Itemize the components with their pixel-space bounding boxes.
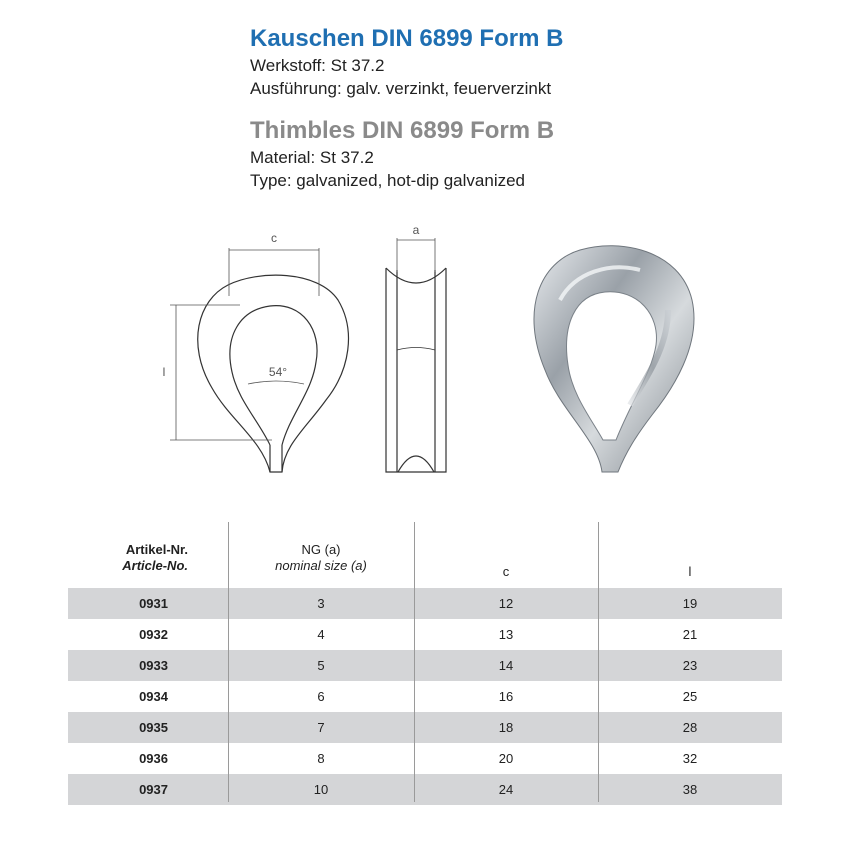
table-row — [68, 712, 782, 743]
c-cell: 20 — [498, 751, 514, 766]
ng-cell: 5 — [317, 658, 325, 673]
article-cell: 0934 — [139, 689, 168, 704]
ng-cell: 7 — [317, 720, 325, 735]
dim-c-label: c — [271, 231, 277, 245]
table-row — [68, 681, 782, 712]
thimble-side-view — [386, 268, 446, 472]
dimension-l — [170, 305, 272, 440]
dimension-a — [397, 238, 435, 272]
table-body — [68, 588, 782, 805]
c-cell: 18 — [498, 720, 514, 735]
type-german: Ausführung: galv. verzinkt, feuerverzinkt — [250, 79, 552, 98]
ng-cell: 8 — [317, 751, 325, 766]
material-german: Werkstoff: St 37.2 — [250, 56, 385, 75]
article-cell: 0937 — [139, 782, 168, 797]
title-english: Thimbles DIN 6899 Form B — [250, 117, 555, 144]
ng-cell: 4 — [317, 627, 325, 642]
header-ng-de: NG (a) — [301, 542, 341, 557]
l-cell: 23 — [682, 658, 698, 673]
dimension-c — [229, 248, 319, 296]
c-cell: 14 — [498, 658, 514, 673]
column-divider — [598, 522, 599, 802]
title-german: Kauschen DIN 6899 Form B — [250, 25, 564, 52]
type-english: Type: galvanized, hot-dip galvanized — [250, 171, 526, 190]
l-cell: 38 — [682, 782, 698, 797]
article-cell: 0933 — [139, 658, 168, 673]
header-article-de: Artikel-Nr. — [125, 542, 188, 557]
column-divider — [228, 522, 229, 802]
dim-a-label: a — [412, 223, 420, 237]
l-cell: 25 — [682, 689, 698, 704]
l-cell: 32 — [682, 751, 698, 766]
l-cell: 28 — [682, 720, 698, 735]
ng-cell: 10 — [313, 782, 329, 797]
table-row — [68, 743, 782, 774]
c-cell: 24 — [498, 782, 514, 797]
l-cell: 21 — [682, 627, 698, 642]
article-cell: 0936 — [139, 751, 168, 766]
header-l: l — [688, 564, 692, 579]
c-cell: 13 — [498, 627, 514, 642]
c-cell: 12 — [498, 596, 514, 611]
l-cell: 19 — [682, 596, 698, 611]
article-cell: 0931 — [139, 596, 168, 611]
thimble-photo — [534, 246, 694, 472]
specification-table — [68, 522, 782, 805]
table-row — [68, 588, 782, 619]
ng-cell: 6 — [317, 689, 325, 704]
table-row — [68, 619, 782, 650]
c-cell: 16 — [498, 689, 514, 704]
ng-cell: 3 — [317, 596, 325, 611]
table-header — [68, 522, 782, 588]
article-cell: 0932 — [139, 627, 168, 642]
header-article — [68, 522, 228, 588]
table-row — [68, 650, 782, 681]
header-article-en: Article-No. — [122, 558, 188, 573]
table-row — [68, 774, 782, 805]
material-english: Material: St 37.2 — [250, 148, 374, 167]
column-divider — [414, 522, 415, 802]
angle-label: 54° — [268, 365, 288, 379]
dim-l-label: l — [162, 365, 166, 379]
header-ng-en: nominal size (a) — [275, 558, 367, 573]
article-cell: 0935 — [139, 720, 168, 735]
header-c: c — [502, 564, 510, 579]
